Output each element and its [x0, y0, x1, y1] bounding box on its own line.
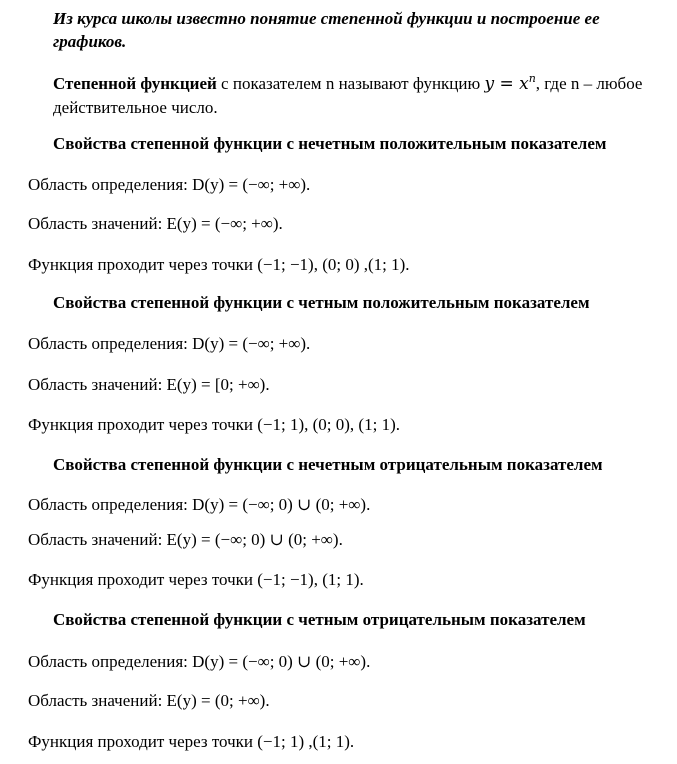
definition-text-after: , где n – любое действительное число. — [53, 74, 643, 117]
intro-paragraph: Из курса школы известно понятие степенной функции и построение ее графиков. — [53, 9, 600, 51]
formula-exponent: n — [528, 72, 536, 85]
section-3-points: Функция проходит через точки (−1; −1), (1; 1). — [28, 570, 364, 589]
section-1-points: Функция проходит через точки (−1; −1), (0; 0) ,(1; 1). — [28, 255, 410, 274]
section-heading-odd-negative: Свойства степенной функции с нечетным отрицательным показателем — [53, 455, 603, 474]
section-1-domain: Область определения: D(y) = (−∞; +∞). — [28, 175, 311, 194]
section-2-points: Функция проходит через точки (−1; 1), (0; 0), (1; 1). — [28, 415, 400, 434]
section-3-domain: Область определения: D(y) = (−∞; 0) ∪ (0; +∞). — [28, 495, 371, 514]
definition-text-before: с показателем n называют функцию — [216, 74, 485, 93]
section-heading-odd-positive: Свойства степенной функции с нечетным положительным показателем — [53, 134, 607, 153]
section-3-range: Область значений: E(y) = (−∞; 0) ∪ (0; +∞). — [28, 530, 343, 549]
definition-paragraph — [53, 72, 663, 119]
section-1-range: Область значений: E(y) = (−∞; +∞). — [28, 214, 283, 233]
section-4-range: Область значений: E(y) = (0; +∞). — [28, 691, 270, 710]
section-heading-even-positive: Свойства степенной функции с четным положительным показателем — [53, 293, 590, 312]
section-4-points: Функция проходит через точки (−1; 1) ,(1; 1). — [28, 732, 355, 751]
definition-formula — [484, 74, 535, 94]
definition-term: Степенной функцией — [53, 74, 217, 93]
section-2-range: Область значений: E(y) = [0; +∞). — [28, 375, 270, 394]
formula-base: y = x — [484, 74, 529, 94]
section-heading-even-negative: Свойства степенной функции с четным отрицательным показателем — [53, 610, 586, 629]
section-4-domain: Область определения: D(y) = (−∞; 0) ∪ (0; +∞). — [28, 652, 371, 671]
section-2-domain: Область определения: D(y) = (−∞; +∞). — [28, 334, 311, 353]
